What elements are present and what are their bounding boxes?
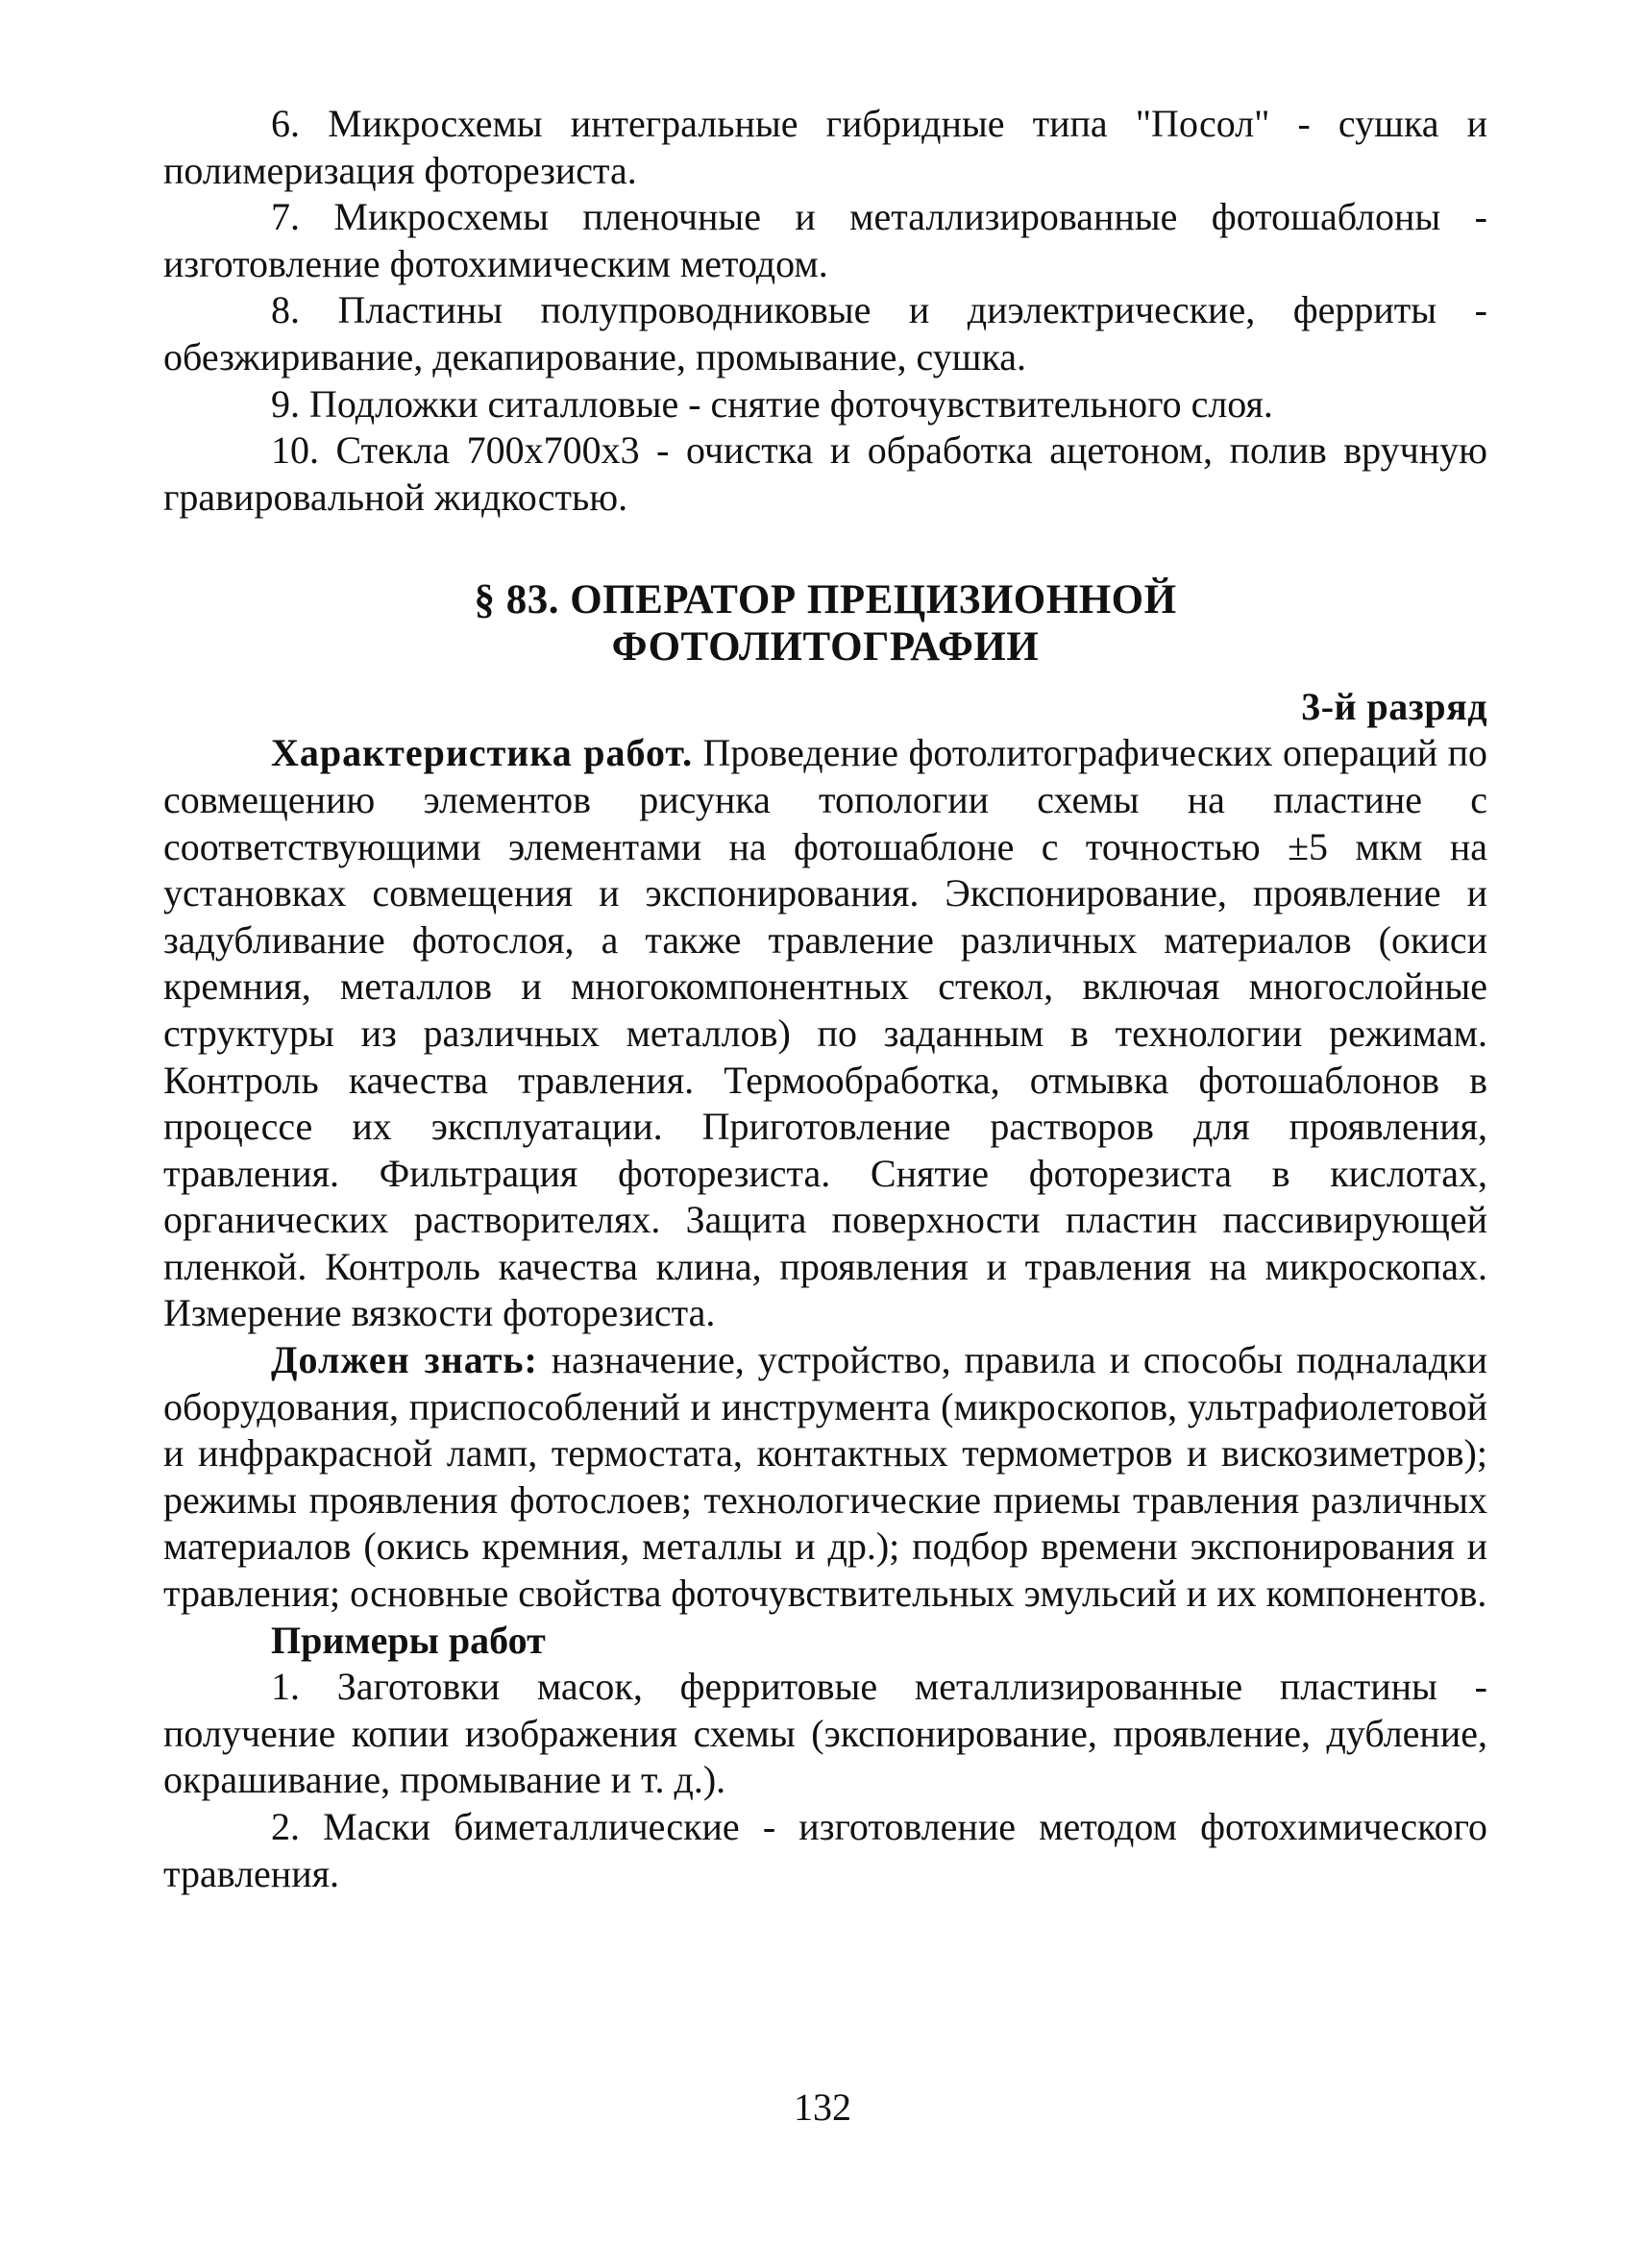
list-item: 10. Стекла 700х700х3 - очистка и обработка ацетоном, полив вручную гравировальной жидкостью. [163, 428, 1487, 519]
list-item: 9. Подложки ситалловые - снятие фоточувствительного слоя. [271, 381, 1273, 426]
example-item: 1. Заготовки масок, ферритовые металлизированные пластины - получение копии изображения схемы (экспонирование, проявление, дубление, окрашивание, промывание и т. д.). [163, 1665, 1487, 1802]
section-title-line-1: § 83. ОПЕРАТОР ПРЕЦИЗИОННОЙ [474, 577, 1177, 623]
examples-title: Примеры работ [271, 1618, 546, 1662]
list-item: 8. Пластины полупроводниковые и диэлектрические, ферриты - обезжиривание, декапирование, промывание, сушка. [163, 288, 1487, 378]
characteristic-paragraph [163, 730, 1487, 1337]
document-page [163, 101, 1487, 2195]
must-know-label: Должен знать: [271, 1338, 538, 1382]
page-number: 132 [794, 2085, 851, 2129]
section-heading [163, 576, 1487, 671]
list-item: 6. Микросхемы интегральные гибридные типа "Посол" - сушка и полимеризация фоторезиста. [163, 102, 1487, 192]
grade-label: 3-й разряд [1301, 685, 1487, 729]
list-item: 7. Микросхемы пленочные и металлизированные фотошаблоны - изготовление фотохимическим методом. [163, 195, 1487, 285]
must-know-paragraph [163, 1337, 1487, 1618]
section-title-line-2: ФОТОЛИТОГРАФИИ [611, 624, 1040, 671]
characteristic-text: Проведение фотолитографических операций по совмещению элементов рисунка топологии схемы на пластине с соответствующими элементами на фотошаблоне с точностью ±5 мкм на установках совмещения и экспонирования. Экспонирование, проявление и задубливание фотослоя, а также травление различных материалов (окиси кремния, металлов и многокомпонентных стекол, включая многослойные структуры из различных металлов) по заданным в технологии режимам. Контроль качества травления. Термообработка, отмывка фотошаблонов в процессе их эксплуатации. Приготовление растворов для проявления, травления. Фильтрация фоторезиста. Снятие фоторезиста в кислотах, органических растворителях. Защита поверхности пластин пассивирующей пленкой. Контроль качества клина, проявления и травления на микроскопах. Измерение вязкости фоторезиста. [163, 731, 1487, 1335]
example-item: 2. Маски биметаллические - изготовление методом фотохимического травления. [163, 1805, 1487, 1895]
characteristic-label: Характеристика работ. [271, 731, 694, 775]
must-know-text: назначение, устройство, правила и способы подналадки оборудования, приспособлений и инструмента (микроскопов, ультрафиолетовой и инфракрасной ламп, термостата, контактных термометров и вискозиметров); режимы проявления фотослоев; технологические приемы травления различных материалов (окись кремния, металлы и др.); подбор времени экспонирования и травления; основные свойства фоточувствительных эмульсий и их компонентов. [163, 1338, 1488, 1616]
previous-examples-list [163, 101, 1487, 521]
